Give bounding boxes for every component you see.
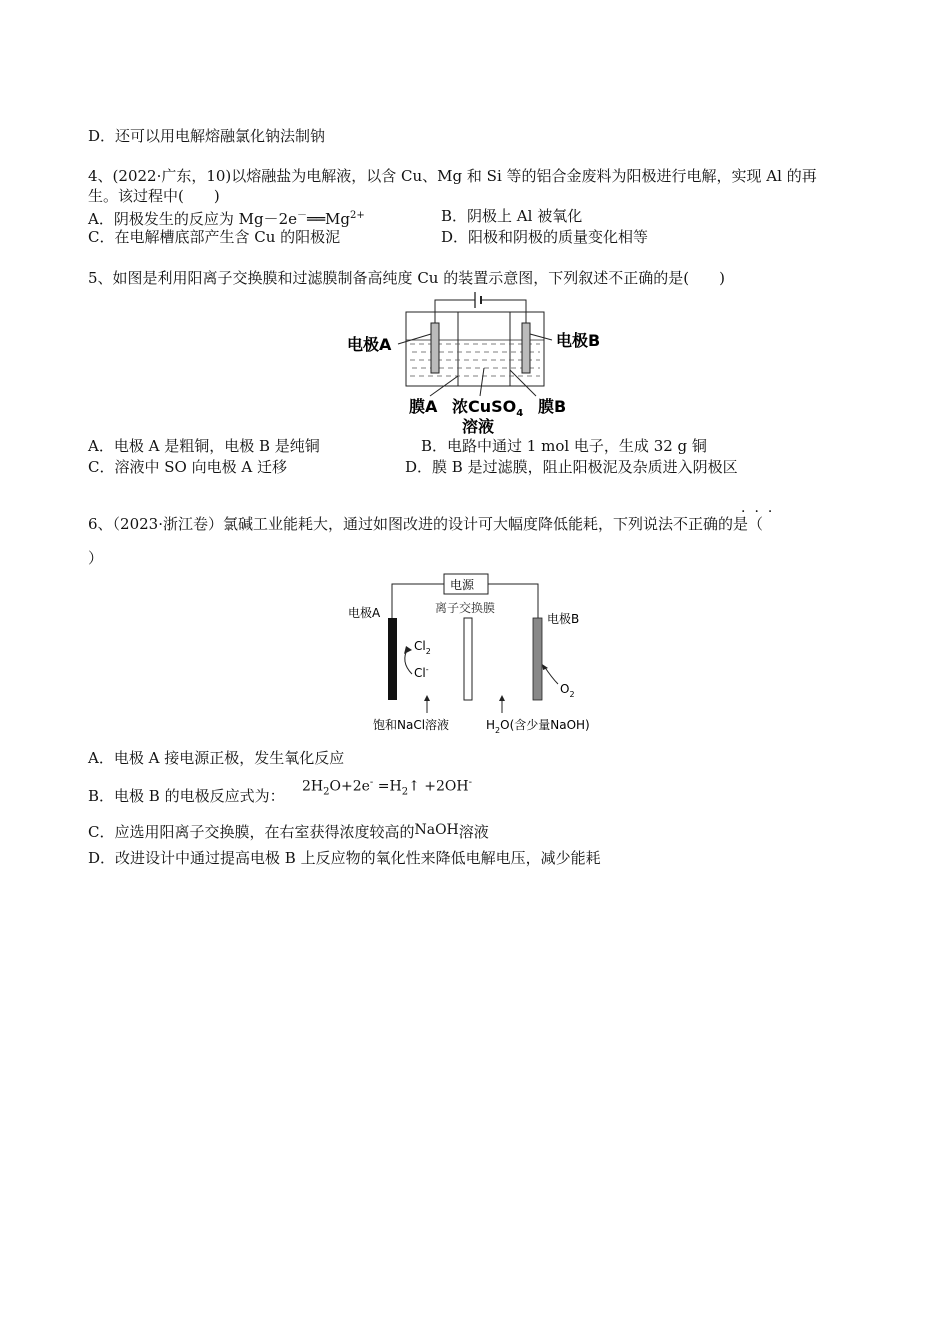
cuso4-subscript: 4 — [516, 408, 524, 419]
chlor-alkali-cell-figure — [340, 570, 610, 740]
q4-option-c: C．在电解槽底部产生含 Cu 的阳极泥 — [88, 228, 341, 246]
q6-option-b-formula — [302, 774, 472, 801]
q6-option-c — [88, 822, 489, 843]
water-label — [486, 717, 590, 735]
membrane-b-label: 膜B — [538, 397, 567, 416]
o2-text: O — [560, 682, 570, 696]
q6-option-b: B．电极 B 的电极反应式为： — [88, 787, 285, 805]
q5-stem: 5、如图是利用阳离子交换膜和过滤膜制备高纯度 Cu 的装置示意图，下列叙述不正确的是( ) — [88, 269, 725, 287]
water-subscript: 2 — [495, 726, 501, 735]
water-text: H — [486, 718, 496, 732]
cl2-label — [414, 639, 431, 656]
naoh-text: NaOH — [414, 822, 459, 838]
electrolysis-cell-figure — [340, 288, 620, 438]
cuso4-text: 浓CuSO — [452, 397, 517, 416]
q4-option-a-sup1: － — [296, 210, 307, 221]
q6-option-c-text: C．应选用阳离子交换膜，在右室获得浓度较高的 — [88, 823, 415, 841]
q4-stem-line2: 生。该过程中( ) — [88, 187, 220, 205]
formula-part2: O+2e — [329, 778, 370, 795]
q4-option-b: B．阴极上 Al 被氧化 — [441, 207, 583, 225]
q6-stem-line2: ） — [88, 549, 104, 567]
q3-option-d: D．还可以用电解熔融氯化钠法制钠 — [88, 127, 326, 145]
ion-exchange-membrane-label: 离子交换膜 — [435, 601, 496, 615]
solution-label: 溶液 — [462, 417, 495, 436]
q6-option-d: D．改进设计中通过提高电极 B 上反应物的氧化性来降低电解电压，减少能耗 — [88, 849, 601, 867]
water-rest-text: O(含少量NaOH) — [500, 718, 590, 732]
cl2-subscript: 2 — [425, 647, 431, 656]
q5-option-b: B．电路中通过 1 mol 电子，生成 32 g 铜 — [421, 437, 707, 455]
chloride-text: Cl — [414, 666, 426, 680]
o2-subscript: 2 — [569, 690, 575, 699]
formula-part4: ↑ +2OH — [408, 778, 469, 795]
emphasis-dots: ··· — [741, 504, 782, 520]
q4-option-d: D．阳极和阴极的质量变化相等 — [441, 228, 649, 246]
q5-option-c: C．溶液中 SO 向电极 A 迁移 — [88, 458, 287, 476]
electrode-b-label-2: 电极B — [547, 612, 580, 626]
q6-option-a: A．电极 A 接电源正极，发生氧化反应 — [88, 749, 345, 767]
cl2-text: Cl — [414, 639, 426, 653]
q4-option-a-sup2: 2+ — [350, 210, 365, 221]
q5-option-d: D．膜 B 是过滤膜，阻止阳极泥及杂质进入阴极区 — [405, 458, 738, 476]
q6-option-c-tail: 溶液 — [458, 823, 489, 841]
formula-sub3: 2 — [401, 786, 409, 798]
q4-option-a — [88, 206, 365, 229]
chloride-superscript: - — [425, 665, 429, 674]
q4-stem-line1: 4、(2022·广东，10)以熔融盐为电解液，以含 Cu、Mg 和 Si 等的铝合金废料为阳极进行电解，实现 Al 的再 — [88, 167, 817, 185]
q4-option-a-text: A．阴极发生的反应为 Mg－2e — [88, 210, 297, 228]
nacl-solution-label: 饱和NaCl溶液 — [373, 718, 450, 732]
electrode-b-label: 电极B — [556, 331, 601, 350]
chloride-label — [414, 665, 429, 680]
formula-sup2: - — [369, 777, 374, 788]
formula-part3: =H — [373, 778, 402, 795]
cuso4-label — [452, 397, 523, 419]
formula-sub1: 2 — [323, 786, 330, 798]
electrode-a-label: 电极A — [347, 335, 392, 354]
electrode-a-label-2: 电极A — [348, 606, 381, 620]
formula-part1: 2H — [302, 778, 324, 795]
power-label: 电源 — [450, 578, 475, 592]
formula-sup4: - — [468, 777, 472, 788]
membrane-a-label: 膜A — [409, 397, 438, 416]
q6-stem-line1: 6、（2023·浙江卷）氯碱工业能耗大，通过如图改进的设计可大幅度降低能耗，下列说法不正确的是（ — [88, 515, 763, 533]
q5-option-a: A．电极 A 是粗铜，电极 B 是纯铜 — [88, 437, 320, 455]
q4-option-a-mid: ══Mg — [306, 210, 351, 228]
o2-label — [560, 682, 575, 699]
